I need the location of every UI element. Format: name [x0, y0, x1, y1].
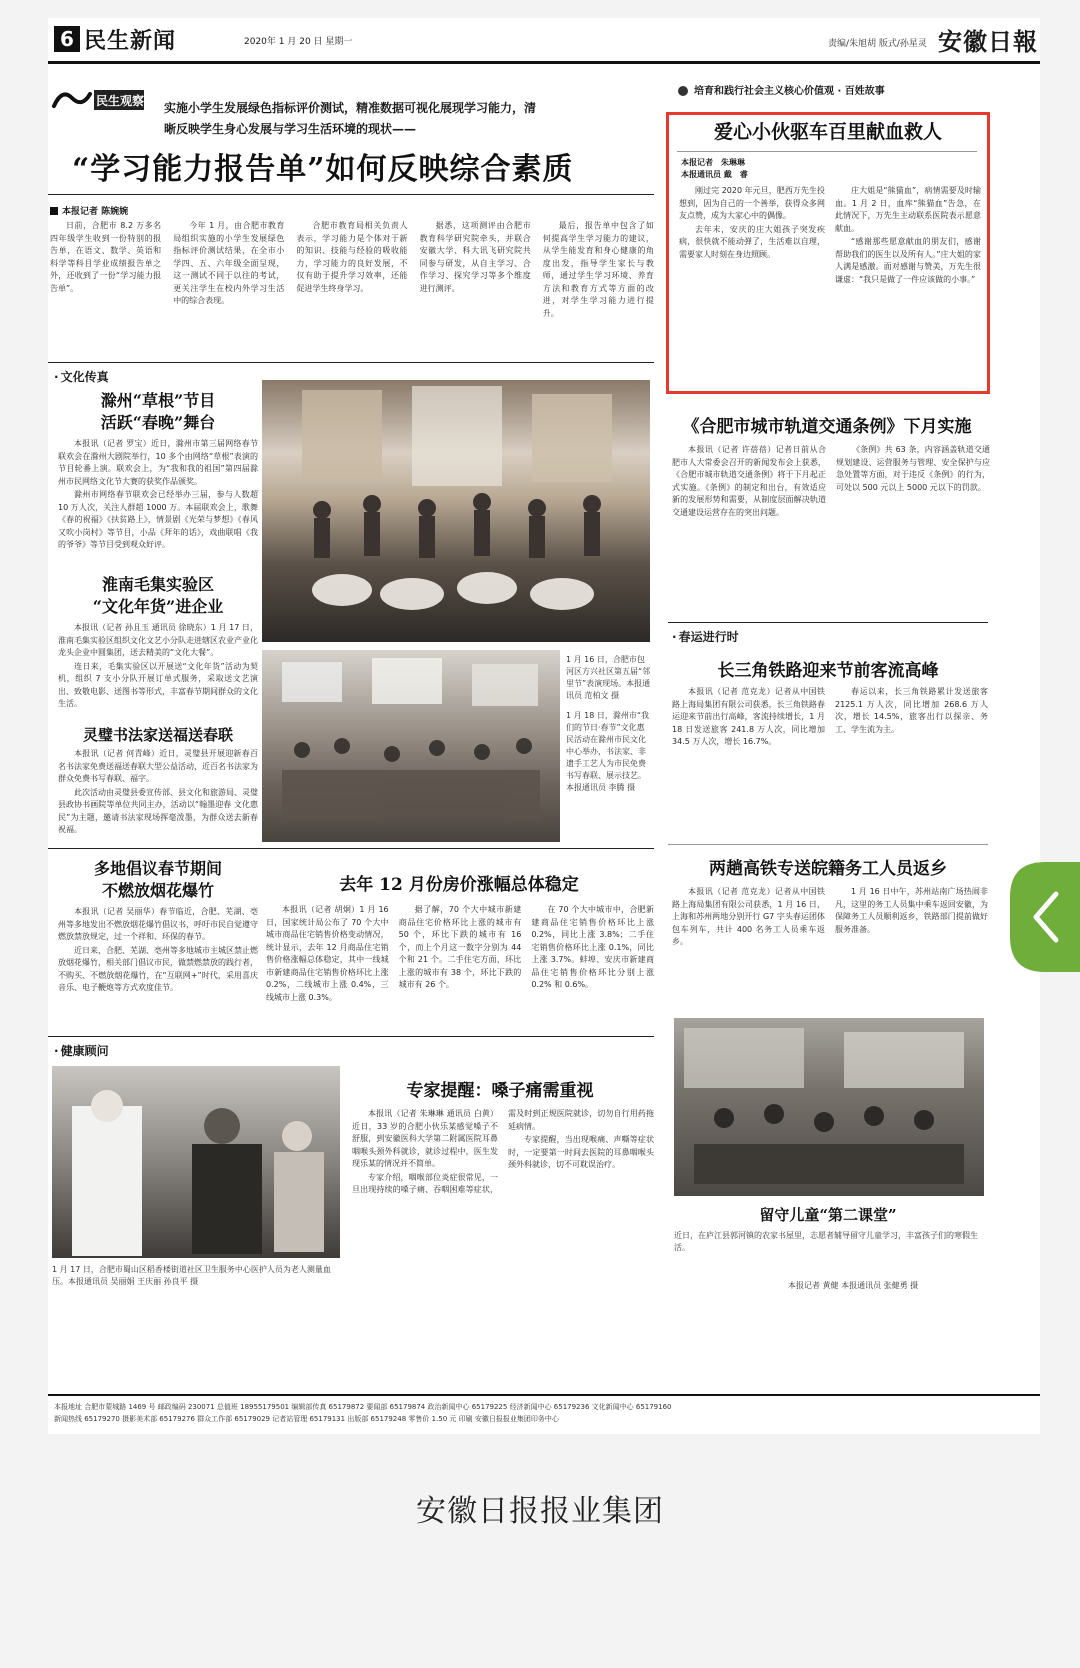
stage-performers-graphic — [262, 380, 650, 642]
newspaper-logo: 安徽日報 — [938, 27, 1038, 56]
photo2-caption: 1 月 18 日，滁州市“我们的节日·春节”文化惠民活动在滁州市民文化中心举办，书法家、非遗手工艺人为市民免费书写春联、展示技艺。本报通讯员 李腾 摄 — [566, 711, 650, 792]
culture-article3-headline: 灵璧书法家送福送春联 — [82, 726, 233, 744]
lead-byline: 本报记者 陈婉婉 — [50, 204, 128, 217]
photo1-caption: 1 月 16 日，合肥市包河区方兴社区第五届“邻里节”表演现场。本报通讯员 范柏文 摄 — [566, 655, 651, 700]
culture-article2-headline: 淮南毛集实验区 “文化年货”进企业 — [92, 575, 224, 616]
lead-rule — [48, 194, 654, 195]
value-column-banner — [678, 80, 978, 106]
editors-credit: 责编/朱旭胡 版式/孙星灵 — [828, 39, 927, 49]
cultural-event-photo — [262, 650, 560, 842]
rail-law-headline: 《合肥市城市轨道交通条例》下月实施 — [682, 417, 972, 437]
column-logo-text: 民生观察 — [96, 94, 145, 108]
rail-law-body: 本报讯（记者 许蓓蓓）记者日前从合肥市人大常委会召开的新闻发布会上获悉，《合肥市城市轨道交通条例》将于下月起正式实施。《条例》的制定和出台，有效适应新的发展形势和需要，从制度层面解决轨道交通建设运营存在的突出问题。 《条例》共 63 条，内容涵盖轨道交通规划建设、运营服务与管理、安全保护与应急处置等方面，对于违反《条例》的行为，可处以 500 元以上 5000 元以下的罚款。 — [672, 445, 990, 517]
children-studying-graphic — [674, 1018, 984, 1196]
medical-checkup-photo — [52, 1066, 340, 1258]
footer-line-1: 本报地址 合肥市蒙城路 1469 号 邮政编码 230071 总值班 18955179501 编辑部传真 65179872 要闻部 65179874 政治新闻中心 65179225 经济新闻中心 65179236 文化新闻中心 65179160 — [54, 1403, 672, 1411]
left-behind-headline: 留守儿童“第二课堂” — [759, 1206, 897, 1224]
migrant-rail-body: 本报讯（记者 范克龙）记者从中国铁路上海局集团有限公司获悉，1 月 16 日，上海和苏州两地分别开行 G7 字头春运团体包车列车，共计 400 名务工人员乘车返乡。 1 月 16 日中午，苏州站南广场热闹非凡，这里的务工人员集中乘车返回安徽，为保障务工人员顺利返乡，铁路部门提前做好服务准备。 — [672, 887, 988, 946]
housing-headline: 去年 12 月份房价涨幅总体稳定 — [339, 875, 579, 895]
highlight-headline: 爱心小伙驱车百里献血救人 — [713, 121, 942, 143]
culture-article1-body: 本报讯（记者 罗宝）近日，滁州市第三届网络春节联欢会在滁州大剧院举行，10 多个由网络“草根”表演的节目轮番上演。联欢会上，为“我和我的祖国”第四届滁州市民网络文化节大赛的获奖作品颁奖。 滁州市网络春节联欢会已经举办三届，参与人数超 10 万人次，关注人群超 1000 万。本届联欢会上，歌舞《春的祝福》《扶贫路上》，情景剧《光荣与梦想》《春风又吹小岗村》等节目，小品《拜年的话》，戏曲联唱《我的爷爷》等节目受到观众好评。 — [58, 439, 258, 549]
chevron-left-icon — [1010, 862, 1080, 972]
section-name: 民生新闻 — [84, 29, 177, 54]
stage-performance-photo — [262, 380, 650, 642]
culture-article2-body: 本报讯（记者 孙且玉 通讯员 徐晓东）1 月 17 日，淮南毛集实验区组织文化文艺小分队走进辖区农业产业化龙头企业中圆集团，送去精美的“文化大餐”。 连日来，毛集实验区以开展送“文化年货”活动为契机，组织 7 支小分队开展订单式服务，采取送文艺演出、致敬电影、送图书等形式，丰富春节期间群众的文化生活。 — [58, 623, 258, 708]
lead-headline: “学习能力报告单”如何反映综合素质 — [72, 152, 574, 187]
health-photo-caption: 1 月 17 日，合肥市蜀山区稻香楼街道社区卫生服务中心医护人员为老人测量血压。本报通讯员 吴丽娟 王庆丽 孙良平 摄 — [52, 1265, 331, 1286]
highlight-byline-2: 本报通讯员 戴 睿 — [681, 170, 748, 179]
value-column-title: 培育和践行社会主义核心价值观 · 百姓故事 — [694, 86, 885, 97]
banner-swoosh — [678, 86, 688, 96]
culture-tag: · 文化传真 — [54, 368, 109, 385]
craft-display-graphic — [262, 650, 560, 842]
newspaper-page — [48, 18, 1040, 1434]
housing-body: 本报讯（记者 胡炯）1 月 16 日，国家统计局公布了 70 个大中城市商品住宅销售价格变动情况，统计显示，去年 12 月商品住宅销售价格涨幅总体稳定，其中一线城市新建商品住宅销售价格环比上涨 0.2%，二线城市上涨 0.4%，三线城市上涨 0.3%。 据了解，70 个大中城市新建商品住宅价格环比上涨的城市有 50 个，环比下跌的城市有 16 个，而上个月这一数字分别为 44 个和 21 个。二手住宅方面，环比上涨的城市有 38 个，环比下跌的城市有 26 个。 在 70 个大中城市中，合肥新建商品住宅销售价格环比上涨 0.2%，同比上涨 3.8%；二手住宅销售价格环比上涨 0.1%，同比上涨 3.7%。蚌埠、安庆市新建商品住宅销售价格环比分别上涨 0.2% 和 0.6%。 — [266, 905, 654, 1002]
highlight-byline-1: 本报记者 朱琳琳 — [681, 158, 745, 167]
health-headline: 专家提醒：嗓子痛需重视 — [406, 1081, 594, 1101]
health-tag: · 健康顾问 — [54, 1042, 109, 1059]
masthead — [48, 18, 1040, 64]
culture-rule — [48, 362, 654, 363]
health-rule — [48, 1036, 654, 1037]
highlight-rule — [677, 151, 977, 152]
issue-date: 2020年 1 月 20 日 星期一 — [244, 37, 353, 47]
column-logo — [50, 84, 146, 114]
migrant-rail-headline: 两趟高铁专送皖籍务工人员返乡 — [709, 859, 947, 879]
spring-travel-divider — [668, 844, 988, 845]
culture-article3-body: 本报讯（记者 何青峰）近日，灵璧县开展迎新春百名书法家免费送福送春联大型公益活动，近百名书法家为群众免费书写春联、福字。 此次活动由灵璧县委宣传部、县文化和旅游局、灵璧县政协书画院等单位共同主办，活动以“翰墨迎春 文化惠民”为主题，邀请书法家现场挥毫泼墨，为群众送去新春祝福。 — [58, 749, 258, 834]
publisher-title: 安徽日报报业集团 — [416, 1494, 664, 1529]
footer-line-2: 新闻热线 65179270 摄影美术部 65179276 群众工作部 65179029 记者站管理 65179131 出版部 65179248 零售价 1.50 元 印刷 安徽日报报业集团印务中心 — [54, 1415, 559, 1423]
firecracker-headline: 多地倡议春节期间 不燃放烟花爆竹 — [93, 859, 222, 900]
firecracker-body: 本报讯（记者 吴丽华）春节临近，合肥、芜湖、亳州等多地发出不燃放烟花爆竹倡议书，呼吁市民自觉遵守燃放禁放规定，过一个祥和、环保的春节。 近日来，合肥、芜湖、亳州等多地城市主城区禁止燃放烟花爆竹，相关部门倡议市民，做禁燃禁放的践行者，不购买、不燃放烟花爆竹，在“互联网+”时代，采用喜庆音乐、电子鞭炮等方式欢度佳节。 — [58, 907, 258, 992]
page-number: 6 — [54, 26, 80, 52]
health-body: 本报讯（记者 朱琳琳 通讯员 白黄）近日，33 岁的合肥小伙乐某感觉嗓子不舒服，到安徽医科大学第二附属医院耳鼻咽喉头颈外科就诊，就诊过程中，医生发现乐某的情况并不简单。 专家介绍，咽喉部位炎症很常见，一旦出现持续的嗓子痛、吞咽困难等症状，需及时到正规医院就诊，切勿自行用药拖延病情。 专家提醒，当出现喉痛、声嘶等症状时，一定要第一时间去医院的耳鼻咽喉头颈外科就诊，切不可耽误治疗。 — [352, 1109, 654, 1194]
left-behind-caption: 近日，在庐江县郭河镇的农家书屋里，志愿者辅导留守儿童学习，丰富孩子们的寒假生活。 — [674, 1231, 978, 1252]
left-behind-credit: 本报记者 黄健 本报通讯员 张健勇 摄 — [788, 1281, 919, 1290]
spring-travel-tag: · 春运进行时 — [672, 628, 739, 645]
highlight-body: 刚过完 2020 年元旦，肥西万先生投想到，因为自己的一个善举，获得众多网友点赞，成为大家心中的偶像。 去年末，安庆的庄大姐孩子突发疾病，很快就不能动弹了，生活难以自理，需要家人时刻在身边照顾。 庄大姐是“熊猫血”，病情需要及时输血。1 月 2 日，血库“熊猫血”告急，在此情况下，万先生主动联系医院表示愿意献血。 “感谢那些愿意献血的朋友们，感谢帮助我们的医生以及所有人。”庄大姐的家人满是感激。面对感谢与赞美，万先生很谦虚：“我只是做了一件应该做的小事。” — [679, 186, 981, 284]
rail-peak-body: 本报讯（记者 范克龙）记者从中国铁路上海局集团有限公司获悉，长三角铁路春运迎来节前出行高峰，客流持续增长，1 月 18 日发送旅客 241.8 万人次，同比增加 34.5 万人次，增长 16.7%。 春运以来，长三角铁路累计发送旅客 2125.1 万人次，同比增加 268.6 万人次，增长 14.5%，旅客出行以探亲、务工、学生流为主。 — [672, 687, 988, 746]
spring-travel-rule — [668, 622, 988, 623]
rail-peak-headline: 长三角铁路迎来节前客流高峰 — [717, 661, 939, 681]
previous-page-button[interactable] — [1010, 862, 1080, 972]
newspaper-footer — [48, 1394, 1040, 1434]
highlighted-article-box[interactable] — [666, 112, 990, 394]
lead-body: 日前，合肥市 8.2 万多名四年级学生收到一份特别的报告单，在语文、数学、英语和科学等科目学业成绩报告单之外，还收到了一份“学习能力报告单”。 今年 1 月，由合肥市教育局组织实施的小学生发展绿色指标评价测试结果，在全市小学四、五、六年级全面呈现，这一测试不同于以往的考试，更关注学生在校内外学习生活中的综合表现。 合肥市教育局相关负责人表示，学习能力是个体对于新的知识、技能与经验的吸收能力，学习能力的良好发展，不仅有助于提升学习效率，还能促进学生终身学习。 据悉，这项测评由合肥市教育科学研究院牵头，并联合安徽大学、科大讯飞研究院共同参与研发，从自主学习、合作学习、探究学习等多个维度进行测评。 最后，报告单中包含了如何提高学生学习能力的建议，从学生能发育和身心健康的角度出发，指导学生家长与教师，通过学生学习环境、养育方法和教育方式等方面的改进，对学生学习能力进行提升。 — [50, 221, 654, 318]
classroom-photo — [674, 1018, 984, 1196]
culture-article1-headline: 滁州“草根”节目 活跃“春晚”舞台 — [100, 391, 216, 432]
lead-kicker: 实施小学生发展绿色指标评价测试，精准数据可视化展现学习能力，清晰反映学生身心发展与学习生活环境的现状—— — [164, 101, 537, 136]
doctor-patient-graphic — [52, 1066, 340, 1258]
photo-captions — [566, 654, 652, 842]
middle-rule — [48, 848, 654, 849]
